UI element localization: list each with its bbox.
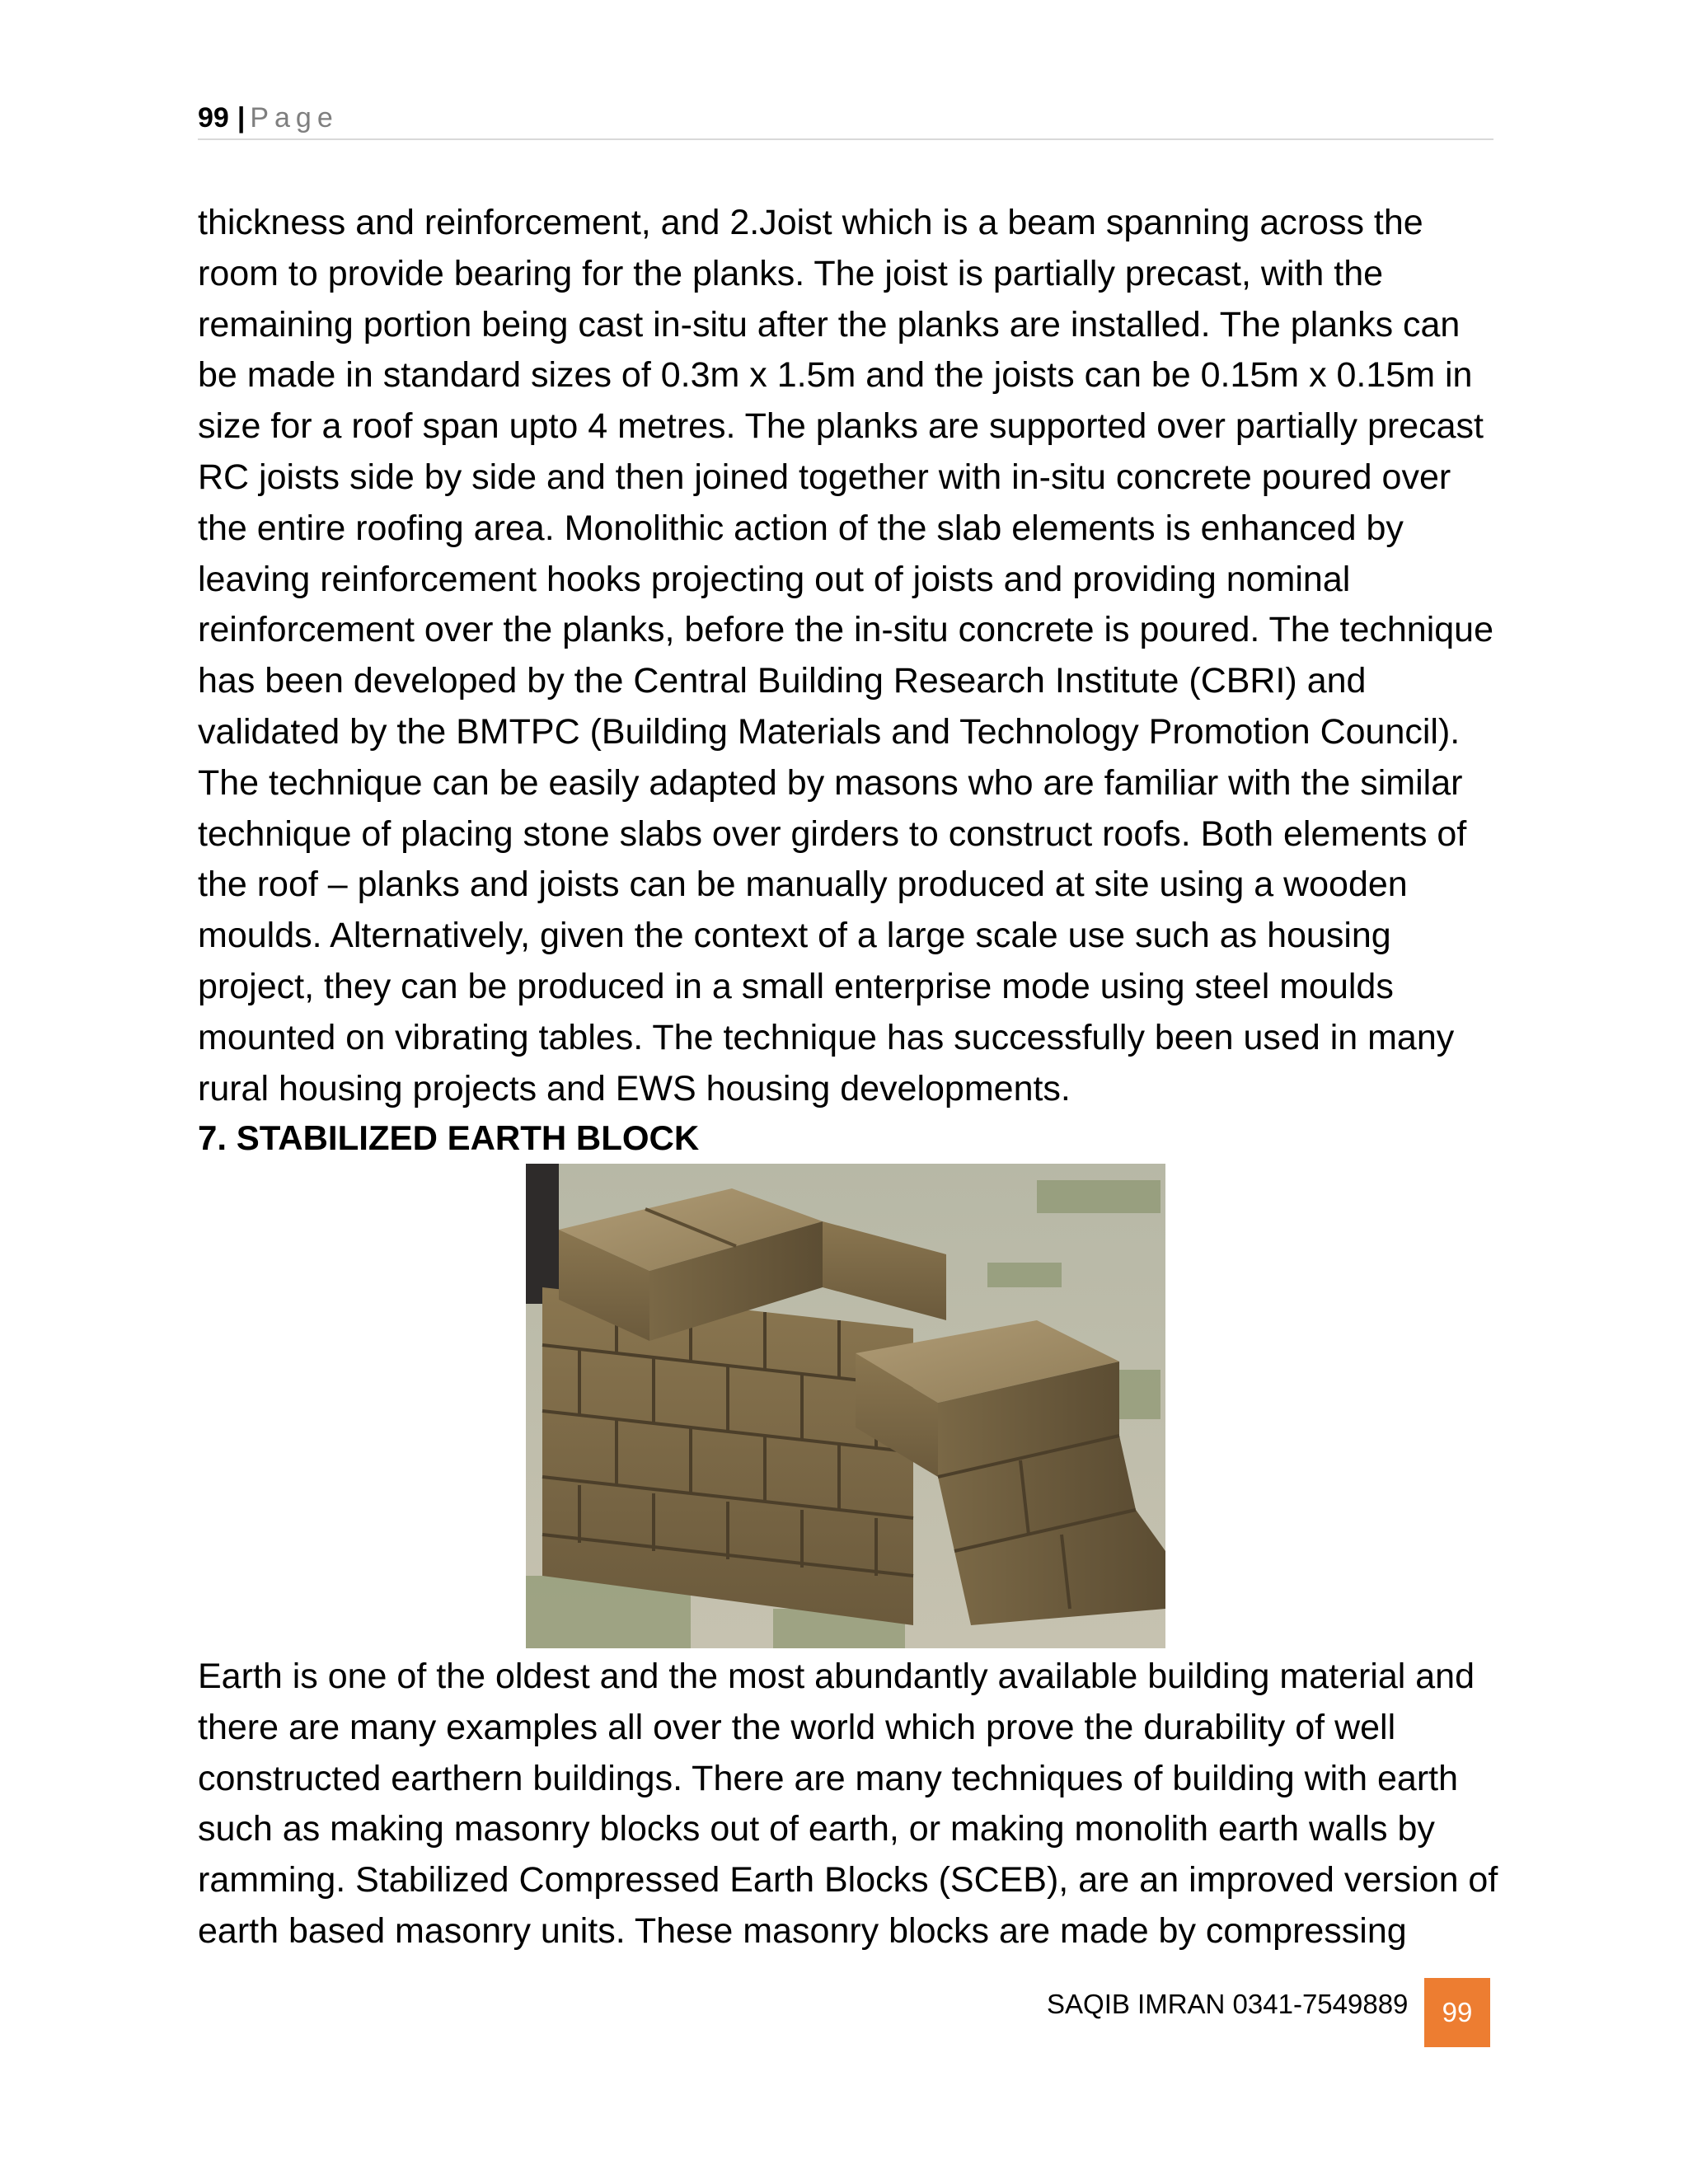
- body-paragraph-1: thickness and reinforcement, and 2.Joist which is a beam spanning across the room to provide bearing for the planks. The joist is partially precast, with the remaining portion being cast in-situ after the planks are installed. The planks can be made in standard sizes of 0.3m x 1.5m and the joists can be 0.15m x 0.15m in size for a roof span upto 4 metres. The planks are supported over partially precast RC joists side by side and then joined together with in-situ concrete poured over the entire roofing area. Monolithic action of the slab elements is enhanced by leaving reinforcement hooks projecting out of joists and providing nominal reinforcement over the planks, before the in-situ concrete is poured. The technique has been developed by the Central Building Research Institute (CBRI) and validated by the BMTPC (Building Materials and Technology Promotion Council). The technique can be easily adapted by masons who are familiar with the similar technique of placing stone slabs over girders to construct roofs. Both elements of the roof – planks and joists can be manually produced at site using a wooden moulds. Alternatively, given the context of a large scale use such as housing project, they can be produced in a small enterprise mode using steel moulds mounted on vibrating tables. The technique has successfully been used in many rural housing projects and EWS housing developments.: [198, 203, 1493, 1108]
- stabilized-earth-block-photo: [526, 1164, 1165, 1648]
- section-heading: 7. STABILIZED EARTH BLOCK: [198, 1118, 700, 1157]
- header-separator: |: [237, 102, 246, 134]
- footer-page-badge: 99: [1424, 1978, 1490, 2047]
- page-header: [198, 97, 1493, 140]
- body-paragraph-2: Earth is one of the oldest and the most abundantly available building material and there are many examples all over the world which prove the durability of well constructed earthern buildings. There are many techniques of building with earth such as making masonry blocks out of earth, or making monolith earth walls by ramming. Stabilized Compressed Earth Blocks (SCEB), are an improved version of earth based masonry units. These masonry blocks are made by compressing: [198, 1657, 1498, 1951]
- header-page-word: Page: [250, 102, 339, 134]
- header-page-number: 99: [198, 102, 229, 134]
- footer-author: SAQIB IMRAN 0341-7549889: [1047, 1989, 1409, 2019]
- earth-block-wall-illustration: [526, 1164, 1165, 1648]
